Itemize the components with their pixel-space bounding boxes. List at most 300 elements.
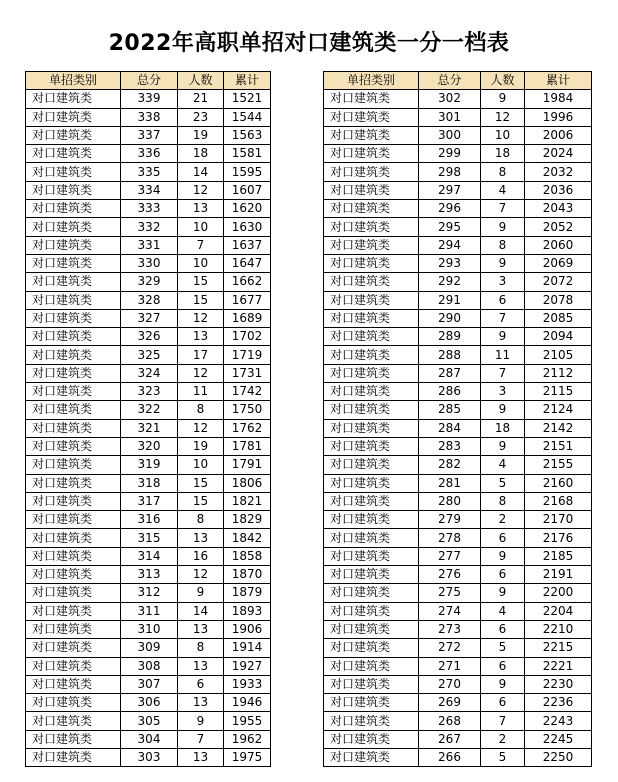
cell-total-score: 290 bbox=[419, 309, 481, 327]
table-row bbox=[324, 675, 592, 693]
cell-category: 对口建筑类 bbox=[324, 748, 419, 766]
cell-total-score: 307 bbox=[121, 675, 178, 693]
table-row bbox=[324, 730, 592, 748]
cell-category: 对口建筑类 bbox=[324, 639, 419, 657]
table-row bbox=[26, 437, 271, 455]
cell-cumulative: 1731 bbox=[224, 364, 271, 382]
cell-total-score: 292 bbox=[419, 273, 481, 291]
cell-count: 19 bbox=[178, 437, 224, 455]
cell-total-score: 318 bbox=[121, 474, 178, 492]
table-row bbox=[26, 126, 271, 144]
cell-cumulative: 2204 bbox=[525, 602, 592, 620]
cell-cumulative: 2124 bbox=[525, 401, 592, 419]
cell-category: 对口建筑类 bbox=[324, 529, 419, 547]
table-row bbox=[324, 309, 592, 327]
table-row bbox=[26, 529, 271, 547]
cell-category: 对口建筑类 bbox=[324, 547, 419, 565]
cell-cumulative: 1955 bbox=[224, 712, 271, 730]
cell-cumulative: 2072 bbox=[525, 273, 592, 291]
table-row bbox=[324, 437, 592, 455]
cell-total-score: 305 bbox=[121, 712, 178, 730]
table-row bbox=[324, 620, 592, 638]
cell-count: 11 bbox=[481, 346, 525, 364]
cell-category: 对口建筑类 bbox=[26, 328, 121, 346]
score-table-left bbox=[25, 71, 271, 767]
table-row bbox=[324, 236, 592, 254]
cell-category: 对口建筑类 bbox=[324, 309, 419, 327]
cell-total-score: 338 bbox=[121, 108, 178, 126]
cell-count: 6 bbox=[481, 694, 525, 712]
cell-total-score: 268 bbox=[419, 712, 481, 730]
cell-category: 对口建筑类 bbox=[26, 145, 121, 163]
cell-cumulative: 2243 bbox=[525, 712, 592, 730]
page-title: 2022年高职单招对口建筑类一分一档表 bbox=[108, 31, 510, 56]
cell-total-score: 289 bbox=[419, 328, 481, 346]
cell-count: 21 bbox=[178, 90, 224, 108]
cell-cumulative: 2043 bbox=[525, 200, 592, 218]
table-row bbox=[26, 200, 271, 218]
cell-count: 8 bbox=[178, 511, 224, 529]
cell-count: 7 bbox=[481, 200, 525, 218]
cell-category: 对口建筑类 bbox=[324, 602, 419, 620]
cell-cumulative: 1858 bbox=[224, 547, 271, 565]
cell-cumulative: 1521 bbox=[224, 90, 271, 108]
cell-category: 对口建筑类 bbox=[26, 291, 121, 309]
cell-total-score: 312 bbox=[121, 584, 178, 602]
cell-count: 9 bbox=[178, 712, 224, 730]
cell-count: 8 bbox=[481, 492, 525, 510]
table-row bbox=[26, 748, 271, 766]
cell-total-score: 334 bbox=[121, 181, 178, 199]
cell-total-score: 301 bbox=[419, 108, 481, 126]
table-row bbox=[26, 566, 271, 584]
cell-cumulative: 2170 bbox=[525, 511, 592, 529]
cell-total-score: 303 bbox=[121, 748, 178, 766]
table-row bbox=[26, 309, 271, 327]
cell-category: 对口建筑类 bbox=[324, 90, 419, 108]
cell-count: 5 bbox=[481, 474, 525, 492]
cell-cumulative: 1677 bbox=[224, 291, 271, 309]
table-row bbox=[324, 584, 592, 602]
cell-count: 10 bbox=[178, 456, 224, 474]
cell-category: 对口建筑类 bbox=[26, 309, 121, 327]
cell-count: 9 bbox=[481, 90, 525, 108]
cell-cumulative: 2024 bbox=[525, 145, 592, 163]
cell-count: 7 bbox=[178, 236, 224, 254]
table-row bbox=[26, 254, 271, 272]
cell-category: 对口建筑类 bbox=[26, 126, 121, 144]
cell-cumulative: 1647 bbox=[224, 254, 271, 272]
cell-category: 对口建筑类 bbox=[324, 273, 419, 291]
cell-cumulative: 2112 bbox=[525, 364, 592, 382]
cell-total-score: 320 bbox=[121, 437, 178, 455]
cell-total-score: 279 bbox=[419, 511, 481, 529]
cell-count: 7 bbox=[178, 730, 224, 748]
cell-cumulative: 1781 bbox=[224, 437, 271, 455]
cell-cumulative: 1702 bbox=[224, 328, 271, 346]
cell-count: 12 bbox=[178, 364, 224, 382]
cell-category: 对口建筑类 bbox=[324, 145, 419, 163]
cell-total-score: 298 bbox=[419, 163, 481, 181]
cell-total-score: 336 bbox=[121, 145, 178, 163]
table-row bbox=[324, 657, 592, 675]
cell-category: 对口建筑类 bbox=[26, 401, 121, 419]
table-row bbox=[324, 547, 592, 565]
cell-cumulative: 1620 bbox=[224, 200, 271, 218]
cell-cumulative: 1906 bbox=[224, 620, 271, 638]
table-row bbox=[26, 639, 271, 657]
cell-cumulative: 2036 bbox=[525, 181, 592, 199]
cell-count: 12 bbox=[178, 309, 224, 327]
table-row bbox=[26, 694, 271, 712]
table-row bbox=[26, 602, 271, 620]
cell-count: 13 bbox=[178, 657, 224, 675]
cell-total-score: 310 bbox=[121, 620, 178, 638]
table-row bbox=[26, 675, 271, 693]
table-row bbox=[26, 730, 271, 748]
cell-category: 对口建筑类 bbox=[324, 383, 419, 401]
cell-cumulative: 2115 bbox=[525, 383, 592, 401]
cell-total-score: 282 bbox=[419, 456, 481, 474]
table-header-row bbox=[324, 72, 592, 90]
table-row bbox=[324, 108, 592, 126]
cell-count: 13 bbox=[178, 748, 224, 766]
cell-category: 对口建筑类 bbox=[26, 694, 121, 712]
cell-cumulative: 2032 bbox=[525, 163, 592, 181]
header-count: 人数 bbox=[178, 72, 224, 90]
cell-cumulative: 1821 bbox=[224, 492, 271, 510]
cell-category: 对口建筑类 bbox=[324, 566, 419, 584]
cell-count: 9 bbox=[481, 328, 525, 346]
cell-category: 对口建筑类 bbox=[26, 639, 121, 657]
cell-category: 对口建筑类 bbox=[324, 181, 419, 199]
cell-category: 对口建筑类 bbox=[324, 200, 419, 218]
header-count: 人数 bbox=[481, 72, 525, 90]
cell-count: 15 bbox=[178, 474, 224, 492]
cell-category: 对口建筑类 bbox=[26, 437, 121, 455]
cell-category: 对口建筑类 bbox=[26, 529, 121, 547]
cell-category: 对口建筑类 bbox=[324, 620, 419, 638]
cell-total-score: 322 bbox=[121, 401, 178, 419]
cell-category: 对口建筑类 bbox=[26, 492, 121, 510]
table-row bbox=[26, 584, 271, 602]
cell-total-score: 332 bbox=[121, 218, 178, 236]
cell-count: 6 bbox=[481, 620, 525, 638]
header-category: 单招类别 bbox=[324, 72, 419, 90]
table-row bbox=[324, 181, 592, 199]
cell-category: 对口建筑类 bbox=[324, 328, 419, 346]
cell-category: 对口建筑类 bbox=[324, 511, 419, 529]
cell-total-score: 296 bbox=[419, 200, 481, 218]
cell-category: 对口建筑类 bbox=[26, 566, 121, 584]
cell-total-score: 329 bbox=[121, 273, 178, 291]
cell-count: 4 bbox=[481, 456, 525, 474]
table-row bbox=[324, 474, 592, 492]
cell-count: 6 bbox=[481, 529, 525, 547]
cell-total-score: 331 bbox=[121, 236, 178, 254]
cell-category: 对口建筑类 bbox=[26, 181, 121, 199]
cell-category: 对口建筑类 bbox=[324, 163, 419, 181]
cell-category: 对口建筑类 bbox=[26, 200, 121, 218]
cell-cumulative: 2006 bbox=[525, 126, 592, 144]
cell-total-score: 337 bbox=[121, 126, 178, 144]
cell-total-score: 266 bbox=[419, 748, 481, 766]
cell-total-score: 281 bbox=[419, 474, 481, 492]
cell-cumulative: 1662 bbox=[224, 273, 271, 291]
cell-category: 对口建筑类 bbox=[324, 291, 419, 309]
cell-total-score: 330 bbox=[121, 254, 178, 272]
cell-count: 9 bbox=[481, 547, 525, 565]
table-row bbox=[324, 163, 592, 181]
cell-category: 对口建筑类 bbox=[324, 419, 419, 437]
cell-total-score: 328 bbox=[121, 291, 178, 309]
cell-count: 14 bbox=[178, 602, 224, 620]
table-row bbox=[324, 145, 592, 163]
cell-count: 2 bbox=[481, 730, 525, 748]
cell-category: 对口建筑类 bbox=[324, 236, 419, 254]
cell-count: 9 bbox=[481, 584, 525, 602]
cell-count: 17 bbox=[178, 346, 224, 364]
table-row bbox=[324, 401, 592, 419]
table-row bbox=[26, 547, 271, 565]
table-row bbox=[324, 364, 592, 382]
cell-cumulative: 1762 bbox=[224, 419, 271, 437]
cell-cumulative: 2085 bbox=[525, 309, 592, 327]
table-row bbox=[324, 529, 592, 547]
cell-cumulative: 2105 bbox=[525, 346, 592, 364]
cell-count: 5 bbox=[481, 748, 525, 766]
cell-category: 对口建筑类 bbox=[26, 364, 121, 382]
cell-cumulative: 2060 bbox=[525, 236, 592, 254]
table-row bbox=[324, 694, 592, 712]
table-row bbox=[26, 328, 271, 346]
cell-total-score: 272 bbox=[419, 639, 481, 657]
cell-count: 8 bbox=[178, 401, 224, 419]
header-cumulative: 累计 bbox=[224, 72, 271, 90]
cell-count: 9 bbox=[481, 675, 525, 693]
cell-count: 15 bbox=[178, 291, 224, 309]
cell-total-score: 302 bbox=[419, 90, 481, 108]
cell-category: 对口建筑类 bbox=[324, 492, 419, 510]
table-row bbox=[324, 90, 592, 108]
table-row bbox=[26, 620, 271, 638]
cell-count: 6 bbox=[178, 675, 224, 693]
cell-total-score: 267 bbox=[419, 730, 481, 748]
cell-category: 对口建筑类 bbox=[26, 474, 121, 492]
table-row bbox=[26, 163, 271, 181]
cell-count: 10 bbox=[178, 254, 224, 272]
table-row bbox=[26, 90, 271, 108]
cell-count: 2 bbox=[481, 511, 525, 529]
cell-total-score: 269 bbox=[419, 694, 481, 712]
cell-category: 对口建筑类 bbox=[26, 163, 121, 181]
cell-count: 16 bbox=[178, 547, 224, 565]
cell-total-score: 304 bbox=[121, 730, 178, 748]
cell-total-score: 291 bbox=[419, 291, 481, 309]
cell-count: 12 bbox=[178, 566, 224, 584]
table-row bbox=[26, 346, 271, 364]
table-row bbox=[26, 236, 271, 254]
cell-count: 6 bbox=[481, 566, 525, 584]
cell-cumulative: 1544 bbox=[224, 108, 271, 126]
cell-category: 对口建筑类 bbox=[324, 712, 419, 730]
cell-cumulative: 1933 bbox=[224, 675, 271, 693]
cell-cumulative: 1927 bbox=[224, 657, 271, 675]
cell-cumulative: 1962 bbox=[224, 730, 271, 748]
cell-total-score: 294 bbox=[419, 236, 481, 254]
cell-count: 18 bbox=[481, 419, 525, 437]
table-row bbox=[26, 218, 271, 236]
cell-count: 8 bbox=[481, 163, 525, 181]
cell-count: 15 bbox=[178, 273, 224, 291]
cell-category: 对口建筑类 bbox=[26, 511, 121, 529]
cell-count: 7 bbox=[481, 712, 525, 730]
cell-cumulative: 2245 bbox=[525, 730, 592, 748]
header-cumulative: 累计 bbox=[525, 72, 592, 90]
table-row bbox=[324, 602, 592, 620]
table-row bbox=[324, 511, 592, 529]
cell-count: 9 bbox=[481, 401, 525, 419]
table-row bbox=[324, 492, 592, 510]
cell-total-score: 317 bbox=[121, 492, 178, 510]
cell-cumulative: 1946 bbox=[224, 694, 271, 712]
cell-count: 7 bbox=[481, 364, 525, 382]
table-row bbox=[324, 712, 592, 730]
cell-total-score: 274 bbox=[419, 602, 481, 620]
table-row bbox=[26, 511, 271, 529]
cell-count: 6 bbox=[481, 291, 525, 309]
cell-total-score: 308 bbox=[121, 657, 178, 675]
cell-count: 10 bbox=[178, 218, 224, 236]
cell-cumulative: 1563 bbox=[224, 126, 271, 144]
table-row bbox=[26, 383, 271, 401]
cell-category: 对口建筑类 bbox=[324, 346, 419, 364]
table-row bbox=[26, 291, 271, 309]
cell-count: 11 bbox=[178, 383, 224, 401]
cell-count: 13 bbox=[178, 694, 224, 712]
cell-total-score: 285 bbox=[419, 401, 481, 419]
cell-total-score: 314 bbox=[121, 547, 178, 565]
cell-total-score: 300 bbox=[419, 126, 481, 144]
cell-cumulative: 1806 bbox=[224, 474, 271, 492]
header-total-score: 总分 bbox=[419, 72, 481, 90]
cell-total-score: 321 bbox=[121, 419, 178, 437]
cell-category: 对口建筑类 bbox=[324, 126, 419, 144]
cell-category: 对口建筑类 bbox=[26, 547, 121, 565]
cell-count: 10 bbox=[481, 126, 525, 144]
cell-total-score: 275 bbox=[419, 584, 481, 602]
cell-total-score: 271 bbox=[419, 657, 481, 675]
cell-category: 对口建筑类 bbox=[26, 675, 121, 693]
cell-total-score: 283 bbox=[419, 437, 481, 455]
cell-category: 对口建筑类 bbox=[324, 108, 419, 126]
cell-total-score: 339 bbox=[121, 90, 178, 108]
cell-cumulative: 2160 bbox=[525, 474, 592, 492]
cell-category: 对口建筑类 bbox=[324, 437, 419, 455]
cell-category: 对口建筑类 bbox=[324, 584, 419, 602]
cell-total-score: 311 bbox=[121, 602, 178, 620]
cell-total-score: 319 bbox=[121, 456, 178, 474]
cell-cumulative: 2230 bbox=[525, 675, 592, 693]
cell-cumulative: 1893 bbox=[224, 602, 271, 620]
cell-total-score: 284 bbox=[419, 419, 481, 437]
header-category: 单招类别 bbox=[26, 72, 121, 90]
cell-category: 对口建筑类 bbox=[26, 383, 121, 401]
cell-cumulative: 2200 bbox=[525, 584, 592, 602]
cell-category: 对口建筑类 bbox=[324, 401, 419, 419]
cell-count: 13 bbox=[178, 328, 224, 346]
cell-total-score: 270 bbox=[419, 675, 481, 693]
cell-total-score: 297 bbox=[419, 181, 481, 199]
table-row bbox=[324, 273, 592, 291]
table-row bbox=[26, 108, 271, 126]
cell-total-score: 278 bbox=[419, 529, 481, 547]
cell-category: 对口建筑类 bbox=[324, 364, 419, 382]
cell-count: 3 bbox=[481, 273, 525, 291]
cell-category: 对口建筑类 bbox=[26, 218, 121, 236]
cell-cumulative: 2221 bbox=[525, 657, 592, 675]
cell-cumulative: 2094 bbox=[525, 328, 592, 346]
cell-cumulative: 2078 bbox=[525, 291, 592, 309]
cell-total-score: 295 bbox=[419, 218, 481, 236]
cell-cumulative: 2176 bbox=[525, 529, 592, 547]
cell-category: 对口建筑类 bbox=[324, 254, 419, 272]
cell-cumulative: 2155 bbox=[525, 456, 592, 474]
cell-cumulative: 2069 bbox=[525, 254, 592, 272]
cell-category: 对口建筑类 bbox=[26, 236, 121, 254]
cell-total-score: 293 bbox=[419, 254, 481, 272]
table-row bbox=[26, 273, 271, 291]
cell-count: 9 bbox=[481, 437, 525, 455]
cell-cumulative: 2191 bbox=[525, 566, 592, 584]
cell-total-score: 306 bbox=[121, 694, 178, 712]
header-total-score: 总分 bbox=[121, 72, 178, 90]
cell-count: 8 bbox=[178, 639, 224, 657]
cell-count: 23 bbox=[178, 108, 224, 126]
table-row bbox=[26, 364, 271, 382]
cell-total-score: 273 bbox=[419, 620, 481, 638]
table-row bbox=[324, 126, 592, 144]
cell-count: 18 bbox=[481, 145, 525, 163]
table-row bbox=[26, 145, 271, 163]
cell-total-score: 299 bbox=[419, 145, 481, 163]
table-row bbox=[26, 492, 271, 510]
table-row bbox=[26, 456, 271, 474]
cell-category: 对口建筑类 bbox=[324, 694, 419, 712]
cell-cumulative: 1870 bbox=[224, 566, 271, 584]
cell-cumulative: 2168 bbox=[525, 492, 592, 510]
cell-count: 8 bbox=[481, 236, 525, 254]
cell-cumulative: 1879 bbox=[224, 584, 271, 602]
cell-category: 对口建筑类 bbox=[26, 90, 121, 108]
cell-cumulative: 1689 bbox=[224, 309, 271, 327]
cell-cumulative: 2250 bbox=[525, 748, 592, 766]
cell-category: 对口建筑类 bbox=[26, 108, 121, 126]
cell-category: 对口建筑类 bbox=[26, 730, 121, 748]
cell-cumulative: 1996 bbox=[525, 108, 592, 126]
table-row bbox=[324, 456, 592, 474]
table-row bbox=[26, 474, 271, 492]
cell-category: 对口建筑类 bbox=[26, 584, 121, 602]
cell-category: 对口建筑类 bbox=[26, 712, 121, 730]
cell-count: 9 bbox=[481, 218, 525, 236]
cell-cumulative: 2151 bbox=[525, 437, 592, 455]
cell-count: 12 bbox=[481, 108, 525, 126]
cell-total-score: 324 bbox=[121, 364, 178, 382]
cell-category: 对口建筑类 bbox=[324, 657, 419, 675]
cell-category: 对口建筑类 bbox=[26, 748, 121, 766]
cell-count: 18 bbox=[178, 145, 224, 163]
